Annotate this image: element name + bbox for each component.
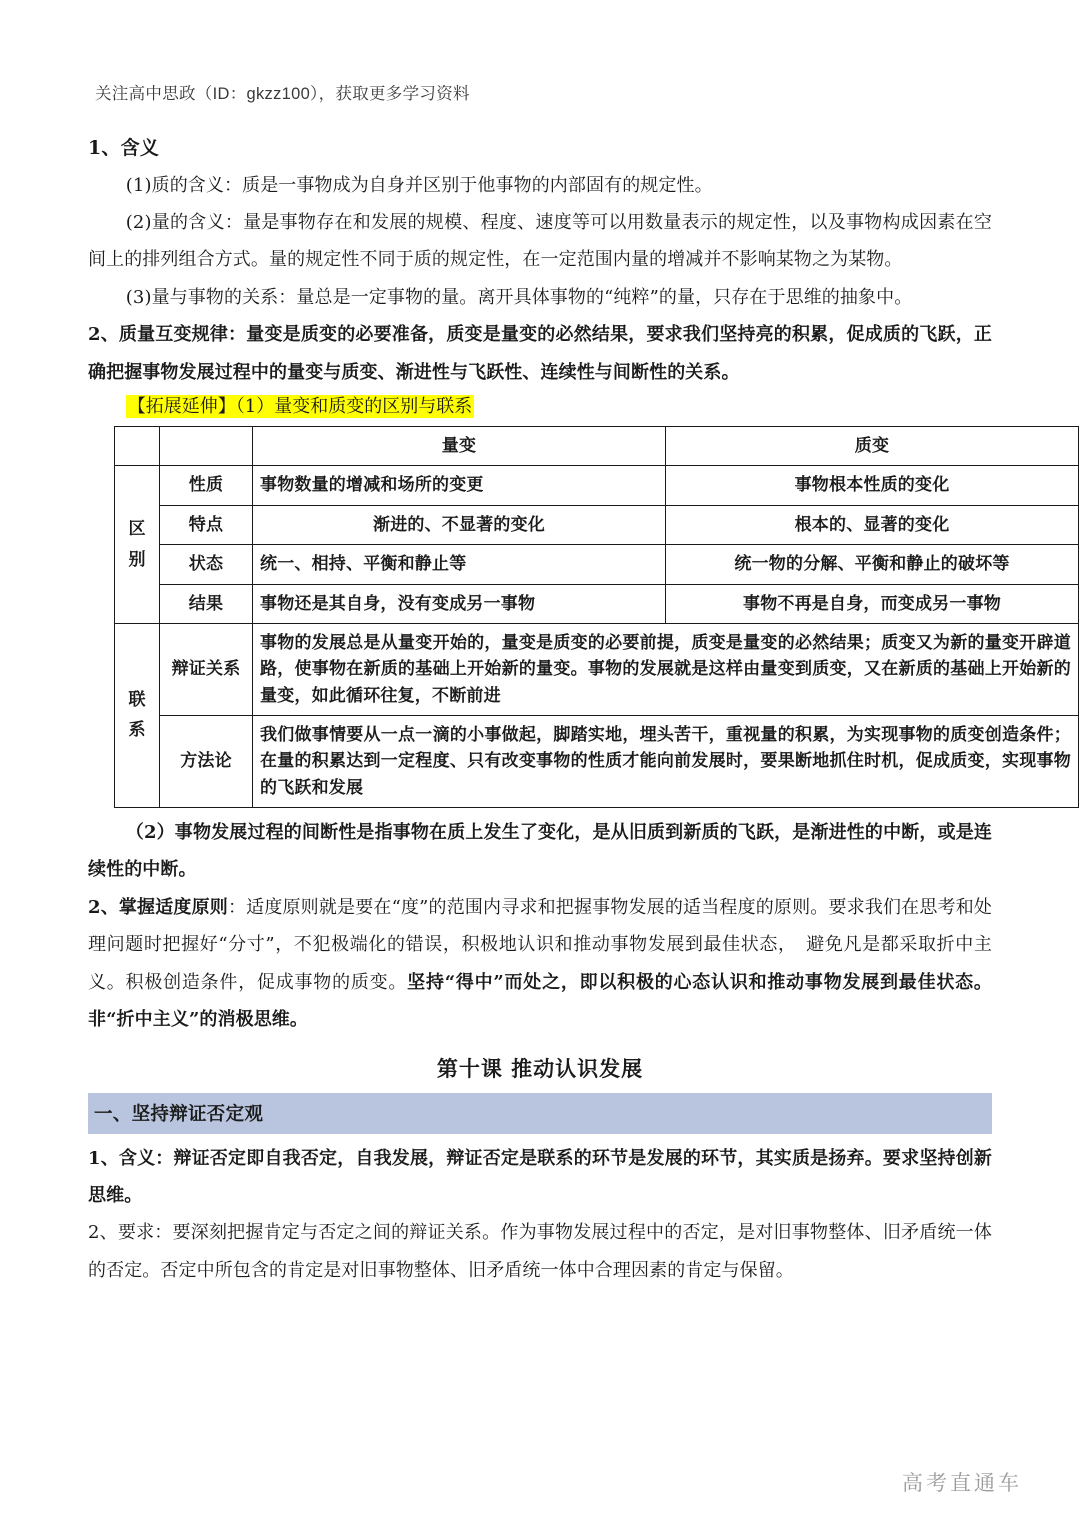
table-group-connection-label: 联系 xyxy=(128,689,146,741)
section1-item-1: (1)质的含义：质是一事物成为自身并区别于他事物的内部固有的规定性。 xyxy=(125,174,713,196)
table-row xyxy=(115,466,1079,505)
table-attr-nature: 性质 xyxy=(160,466,253,505)
table-attr-state: 状态 xyxy=(160,545,253,584)
table-attr-methodology: 方法论 xyxy=(160,715,253,807)
table-col-header-qualitative: 质变 xyxy=(666,427,1079,466)
table-cell-nature-right: 事物根本性质的变化 xyxy=(666,466,1079,505)
section2-heading-body: 量变是质变的必要准备，质变是量变的必然结果，要求我们坚持亮的积累，促成质的飞跃，正确把握事物发展过程中的量变与质变、渐进性与飞跃性、连续性与间断性的关系。 xyxy=(88,324,992,383)
document-content xyxy=(88,134,1071,1289)
lesson-para-1 xyxy=(88,1140,992,1215)
section3-para-2: （2）事物发展过程的间断性是指事物在质上发生了变化，是从旧质到新质的飞跃，是渐进性的中断，或是连续性的中断。 xyxy=(88,821,992,881)
table-group-connection xyxy=(115,623,160,807)
extension-highlight: 【拓展延伸】（1）量变和质变的区别与联系 xyxy=(127,396,473,418)
table-row xyxy=(115,715,1079,807)
table-cell-state-right: 统一物的分解、平衡和静止的破坏等 xyxy=(666,545,1079,584)
section2-heading xyxy=(88,316,992,391)
table-attr-result: 结果 xyxy=(160,584,253,623)
lesson-para-2: 2、要求：要深刻把握肯定与否定之间的辩证关系。作为事物发展过程中的否定，是对旧事物整体、旧矛盾统一体的否定。否定中所包含的肯定是对旧事物整体、旧矛盾统一体中合理因素的肯定与保留。 xyxy=(88,1222,992,1281)
section1-heading: 1、含义 xyxy=(88,137,160,159)
table-cell-result-right: 事物不再是自身，而变成另一事物 xyxy=(666,584,1079,623)
section2-heading-label: 2、质量互变规律： xyxy=(88,324,247,346)
table-header-row xyxy=(115,427,1079,466)
table-row xyxy=(115,505,1079,544)
table-group-difference-label: 区别 xyxy=(128,519,146,570)
comparison-table xyxy=(114,426,1079,808)
table-cell-state-left: 统一、相持、平衡和静止等 xyxy=(253,545,666,584)
table-cell-result-left: 事物还是其自身，没有变成另一事物 xyxy=(253,584,666,623)
table-cell-methodology-text: 我们做事情要从一点一滴的小事做起，脚踏实地，埋头苦干，重视量的积累，为实现事物的质变创造条件；在量的积累达到一定程度、只有改变事物的性质才能向前发展时，要果断地抓住时机，促成质变，实现事物的飞跃和发展 xyxy=(253,715,1079,807)
table-col-header-quantitative: 量变 xyxy=(253,427,666,466)
lesson-title: 第十课 推动认识发展 xyxy=(436,1055,644,1081)
table-attr-feature: 特点 xyxy=(160,505,253,544)
section1-item-3: (3)量与事物的关系：量总是一定事物的量。离开具体事物的“纯粹”的量，只存在于思维的抽象中。 xyxy=(125,286,913,308)
section3-principle-bold-tail: 坚持“得中”而处之，即以积极的心态认识和推动事物发展到最佳状态。非“折中主义”的消极思维。 xyxy=(88,971,992,1031)
table-group-difference xyxy=(115,466,160,623)
lesson-para-1-body: 辩证否定即自我否定，自我发展，辩证否定是联系的环节是发展的环节，其实质是扬弃。要求坚持创新思维。 xyxy=(88,1147,992,1206)
table-cell-feature-right: 根本的、显著的变化 xyxy=(666,505,1079,544)
table-row xyxy=(115,545,1079,584)
table-attr-dialectic: 辩证关系 xyxy=(160,623,253,715)
section3-principle-body: ：适度原则就是要在“度”的范围内寻求和把握事物发展的适当程度的原则。要求我们在思考和处理问题时把握好“分寸”，不犯极端化的错误，积极地认识和推动事物发展到最佳状态， 避免凡是都采取折中主义。积极创造条件，促成事物的质变。 xyxy=(88,896,993,993)
table-row xyxy=(115,584,1079,623)
table-cell-feature-left: 渐进的、不显著的变化 xyxy=(253,505,666,544)
section3-principle-label: 2、掌握适度原则 xyxy=(88,896,228,918)
section3-principle xyxy=(88,889,992,1039)
lesson-section-heading: 一、坚持辩证否定观 xyxy=(88,1093,992,1134)
table-corner-blank-attr xyxy=(160,427,253,466)
section1-item-2: (2)量的含义：量是事物存在和发展的规模、程度、速度等可以用数量表示的规定性，以及事物构成因素在空间上的排列组合方式。量的规定性不同于质的规定性，在一定范围内量的增减并不影响某物之为某物。 xyxy=(88,211,992,271)
table-corner-blank-left xyxy=(115,427,160,466)
watermark: 高考直通车 xyxy=(902,1472,1022,1495)
table-cell-dialectic-text: 事物的发展总是从量变开始的，量变是质变的必要前提，质变是量变的必然结果；质变又为新的量变开辟道路，使事物在新质的基础上开始新的量变。事物的发展就是这样由量变到质变，又在新质的基础上开始新的量变，如此循环往复，不断前进 xyxy=(253,623,1079,715)
extension-line xyxy=(88,393,992,420)
lesson-para-1-label: 1、含义： xyxy=(88,1147,174,1169)
table-cell-nature-left: 事物数量的增减和场所的变更 xyxy=(253,466,666,505)
table-row xyxy=(115,623,1079,715)
page-header-note: 关注高中思政（ID：gkzz100），获取更多学习资料 xyxy=(95,85,470,103)
